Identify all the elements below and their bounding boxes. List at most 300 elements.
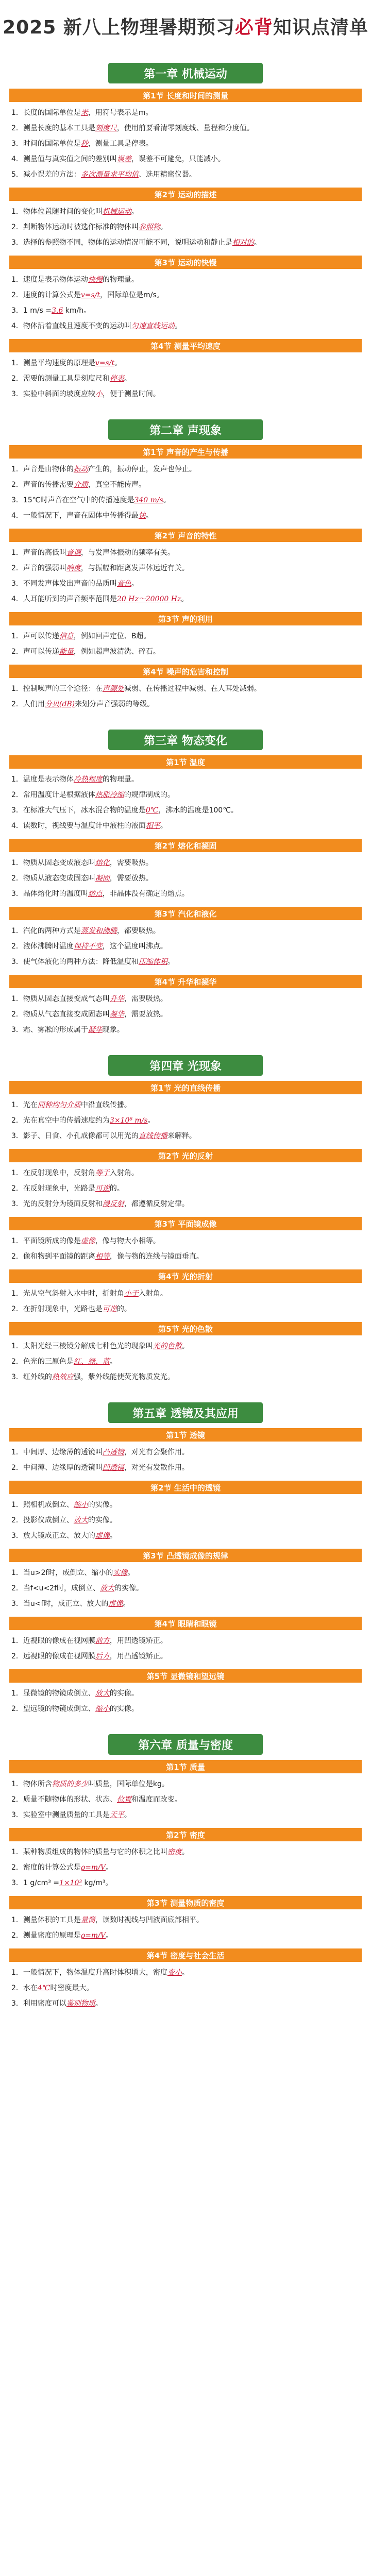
- list-item: [11, 204, 360, 219]
- item-answer: 米: [80, 109, 88, 117]
- list-item: [11, 219, 360, 235]
- item-tail: 的实像。: [88, 1516, 117, 1524]
- item-question: 2．声音的传播需要: [11, 481, 74, 489]
- item-tail: 中沿直线传播。: [80, 1101, 131, 1109]
- list-item: [11, 1165, 360, 1181]
- list-item: [11, 1301, 360, 1317]
- item-answer: 分贝(dB): [44, 700, 75, 708]
- item-tail: ，这个温度叫沸点。: [102, 942, 167, 951]
- section-heading: 第4节 升华和凝华: [9, 975, 362, 988]
- item-tail: 产生的，振动停止，发声也停止。: [88, 465, 196, 473]
- list-item: [11, 1776, 360, 1792]
- chapter-heading: 第五章 透镜及其应用: [108, 1402, 263, 1423]
- item-tail: ，与发声体振动的频率有关。: [80, 549, 175, 557]
- item-question: 3．霜、雾凇的形成属于: [11, 1026, 88, 1034]
- item-answer: 虚像: [95, 1532, 110, 1540]
- chapter-spacer: [0, 1385, 371, 1391]
- chapter-heading: 第六章 质量与密度: [108, 1734, 263, 1755]
- item-tail: km/h。: [63, 307, 91, 315]
- list-item: [11, 871, 360, 886]
- item-tail: 的规律制成的。: [124, 791, 175, 799]
- list-item: [11, 803, 360, 818]
- item-answer: 热胀冷缩: [95, 791, 124, 799]
- item-answer: 光的色散: [153, 1342, 182, 1350]
- item-tail: 的物理量。: [102, 276, 139, 284]
- item-tail: ，像与物的连线与镜面垂直。: [109, 1252, 204, 1261]
- item-tail: ，用凹透镜矫正。: [109, 1637, 167, 1645]
- item-question: 2．中间薄、边缘厚的透镜叫: [11, 1464, 103, 1472]
- item-tail: 。: [160, 223, 167, 231]
- section-heading: 第5节 显微镜和望远镜: [9, 1669, 362, 1683]
- item-answer: 声源处: [102, 685, 124, 693]
- item-question: 3．时间的国际单位是: [11, 140, 81, 148]
- item-tail: 。: [124, 1811, 131, 1819]
- item-question: 3．晶体熔化时的温度叫: [11, 890, 88, 898]
- item-tail: 。: [95, 1999, 103, 2008]
- section-heading: 第4节 光的折射: [9, 1269, 362, 1283]
- list-item: [11, 1338, 360, 1354]
- item-tail: ，例如超声波清洗、碎石。: [73, 648, 160, 656]
- item-tail: 的实像。: [88, 1501, 117, 1509]
- list-item: [11, 1633, 360, 1649]
- list-item: [11, 1007, 360, 1022]
- item-answer: 可逆: [102, 1305, 117, 1313]
- list-item: [11, 1128, 360, 1144]
- item-tail: 的实像。: [109, 1705, 139, 1713]
- list-item: [11, 1528, 360, 1544]
- item-tail: 。: [254, 239, 261, 247]
- list-item: [11, 477, 360, 493]
- item-question: 1．物质从固态直接变成气态叫: [11, 995, 110, 1003]
- item-question: 3．不同发声体发出声音的品质叫: [11, 580, 117, 588]
- section-heading: 第1节 声音的产生与传播: [9, 445, 362, 459]
- item-answer: 相对的: [232, 239, 254, 247]
- item-tail: 的。: [109, 1184, 124, 1193]
- item-answer: 冷热程度: [73, 775, 103, 784]
- item-tail: ，需要吸热。: [124, 995, 167, 1003]
- item-question: 1．光从空气斜射入水中时，折射角: [11, 1290, 124, 1298]
- item-question: 4．一般情况下，声音在固体中传播得最: [11, 512, 139, 520]
- list-item: [11, 991, 360, 1007]
- chapter-heading: 第三章 物态变化: [108, 730, 263, 750]
- item-answer: 物质的多少: [52, 1780, 88, 1788]
- section-heading: 第2节 熔化和凝固: [9, 839, 362, 852]
- item-question: 1．测量平均速度的原理是: [11, 359, 95, 367]
- list-item: [11, 371, 360, 386]
- list-item: [11, 355, 360, 371]
- item-question: 4．人耳能听到的声音频率范围是: [11, 595, 117, 603]
- section-heading: 第4节 测量平均速度: [9, 339, 362, 352]
- item-answer: 熔化: [95, 859, 110, 867]
- item-tail: ，例如回声定位、B超。: [73, 632, 151, 640]
- item-answer: 可逆: [95, 1184, 110, 1193]
- item-answer: 340 m/s: [134, 496, 163, 504]
- list-item: [11, 1860, 360, 1875]
- item-tail: ，对光有会聚作用。: [124, 1448, 189, 1456]
- item-tail: 现象。: [102, 1026, 124, 1034]
- item-question: 3．在标准大气压下，冰水混合物的温度是: [11, 806, 146, 815]
- list-item: [11, 1369, 360, 1385]
- item-question: 1．光在: [11, 1101, 38, 1109]
- item-tail: 。: [109, 1358, 117, 1366]
- title-area: [0, 0, 371, 52]
- item-answer: 后方: [95, 1652, 110, 1660]
- item-question: 1．近视眼的像成在视网膜: [11, 1637, 95, 1645]
- item-question: 1．声音是由物体的: [11, 465, 74, 473]
- list-item: [11, 1980, 360, 1996]
- list-item: [11, 818, 360, 834]
- item-question: 2．像和物到平面镜的距离: [11, 1252, 95, 1261]
- list-item: [11, 318, 360, 334]
- list-item: [11, 576, 360, 591]
- item-question: 2．物质从气态直接变成固态叫: [11, 1010, 110, 1019]
- item-tail: 的实像。: [114, 1584, 144, 1592]
- item-question: 2．常用温度计是根据液体: [11, 791, 95, 799]
- item-answer: 保持不变: [73, 942, 103, 951]
- section-heading: 第1节 透镜: [9, 1428, 362, 1442]
- list-item: [11, 886, 360, 902]
- item-question: 1．温度是表示物体: [11, 775, 74, 784]
- list-item: [11, 855, 360, 871]
- item-answer: 刻度尺: [95, 124, 117, 132]
- chapter-spacer: [0, 402, 371, 408]
- list-item: [11, 493, 360, 508]
- item-question: 2．光在真空中的传播速度约为: [11, 1116, 110, 1125]
- item-tail: 。: [114, 359, 122, 367]
- list-item: [11, 1513, 360, 1528]
- item-question: 3．使气体液化的两种方法：降低温度和: [11, 958, 139, 966]
- chapter-spacer: [0, 712, 371, 718]
- item-answer: 前方: [95, 1637, 110, 1645]
- item-question: 3．实验中斜面的坡度应较: [11, 390, 95, 398]
- item-tail: ，用凸透镜矫正。: [109, 1652, 167, 1660]
- list-item: [11, 1249, 360, 1264]
- item-question: 3．15℃时声音在空气中的传播速度是: [11, 496, 134, 504]
- item-answer: 放大: [73, 1516, 88, 1524]
- list-item: [11, 1581, 360, 1596]
- item-question: 4．读数时，视线要与温度计中液柱的液面: [11, 822, 146, 830]
- item-answer: 3.6: [52, 307, 63, 315]
- section-heading: 第3节 汽化和液化: [9, 907, 362, 920]
- item-answer: 升华: [109, 995, 124, 1003]
- item-tail: 时密度最大。: [50, 1984, 94, 1992]
- item-answer: 放大: [100, 1584, 115, 1592]
- item-question: 2．望远镜的物镜成倒立、: [11, 1705, 95, 1713]
- item-question: 1．太阳光经三棱镜分解成七种色光的现象叫: [11, 1342, 153, 1350]
- item-tail: ，沸水的温度是100℃。: [158, 806, 238, 815]
- list-item: [11, 923, 360, 939]
- item-question: 1．某种物质组成的物体的质量与它的体积之比叫: [11, 1848, 167, 1856]
- list-item: [11, 1875, 360, 1891]
- item-answer: 密度: [167, 1848, 182, 1856]
- item-answer: 漫反射: [102, 1200, 124, 1208]
- item-question: 2．在反射现象中，光路是: [11, 1184, 95, 1193]
- chapter-spacer: [0, 2011, 371, 2018]
- section-heading: 第3节 凸透镜成像的规律: [9, 1549, 362, 1562]
- item-answer: 缩小: [95, 1705, 110, 1713]
- item-question: 2．需要的测量工具是刻度尺和: [11, 375, 110, 383]
- item-question: 3．1 m/s =: [11, 307, 52, 315]
- chapter-heading: 第一章 机械运动: [108, 63, 263, 83]
- title-highlight: 必背: [234, 16, 273, 38]
- list-item: [11, 235, 360, 250]
- list-item: [11, 1196, 360, 1212]
- item-answer: 3×10⁸ m/s: [109, 1116, 148, 1125]
- list-item: [11, 1286, 360, 1301]
- item-answer: 快: [138, 512, 146, 520]
- item-answer: 凸透镜: [102, 1448, 124, 1456]
- item-answer: 20 Hz～20000 Hz: [116, 595, 181, 603]
- list-item: [11, 697, 360, 712]
- item-tail: ，与振幅和距离发声体远近有关。: [80, 564, 189, 572]
- item-tail: 。: [106, 1863, 113, 1872]
- item-tail: 。: [167, 958, 175, 966]
- item-answer: 响度: [66, 564, 81, 572]
- list-item: [11, 1701, 360, 1717]
- item-tail: ，使用前要看清零刻度线、量程和分度值。: [116, 124, 254, 132]
- list-item: [11, 508, 360, 523]
- item-answer: 量筒: [80, 1916, 95, 1924]
- item-question: 2．判断物体运动时被选作标准的物体叫: [11, 223, 139, 231]
- content: [0, 63, 371, 2018]
- item-answer: 参照物: [138, 223, 160, 231]
- item-answer: ρ=m/V: [80, 1863, 106, 1872]
- list-item: [11, 644, 360, 659]
- list-item: [11, 787, 360, 803]
- chapter-heading: 第二章 声现象: [108, 419, 263, 440]
- item-tail: 的实像。: [109, 1689, 139, 1698]
- item-tail: ，测量工具是停表。: [88, 140, 153, 148]
- list-item: [11, 1928, 360, 1943]
- item-answer: 凝华: [109, 1010, 124, 1019]
- section-heading: 第5节 光的色散: [9, 1322, 362, 1335]
- item-answer: 能量: [59, 648, 74, 656]
- list-item: [11, 1497, 360, 1513]
- chapter-spacer: [0, 1717, 371, 1723]
- list-item: [11, 287, 360, 303]
- section-heading: 第4节 眼睛和眼镜: [9, 1617, 362, 1630]
- item-tail: ，非晶体没有确定的熔点。: [102, 890, 189, 898]
- item-question: 1．测量体积的工具是: [11, 1916, 81, 1924]
- section-heading: 第1节 光的直线传播: [9, 1081, 362, 1094]
- list-item: [11, 591, 360, 607]
- item-answer: 机械运动: [102, 208, 131, 216]
- item-answer: 同种均匀介质: [37, 1101, 81, 1109]
- item-tail: 强，紫外线能使荧光物质发光。: [73, 1373, 175, 1381]
- item-tail: 的。: [116, 1305, 131, 1313]
- item-question: 2．投影仪成倒立、: [11, 1516, 74, 1524]
- list-item: [11, 1686, 360, 1701]
- item-tail: 来划分声音强弱的等级。: [75, 700, 155, 708]
- item-tail: ，都要吸热。: [116, 927, 160, 935]
- item-answer: 多次测量求平均值: [80, 171, 139, 179]
- item-answer: 虚像: [80, 1237, 95, 1245]
- section-heading: 第3节 声的利用: [9, 612, 362, 625]
- item-tail: 入射角。: [109, 1169, 139, 1177]
- item-tail: ，误差不可避免，只能减小。: [131, 155, 225, 163]
- item-tail: 减弱、在传播过程中减弱、在人耳处减弱。: [124, 685, 261, 693]
- item-answer: 音调: [66, 549, 81, 557]
- item-question: 2．水在: [11, 1984, 38, 1992]
- item-tail: ，需要放热。: [109, 874, 153, 883]
- item-tail: kg/m³。: [82, 1879, 113, 1887]
- list-item: [11, 167, 360, 182]
- list-item: [11, 1596, 360, 1612]
- list-item: [11, 1807, 360, 1823]
- section-heading: 第3节 平面镜成像: [9, 1217, 362, 1230]
- item-question: 2．速度的计算公式是: [11, 291, 81, 299]
- list-item: [11, 1022, 360, 1038]
- item-answer: v=s/t: [80, 291, 100, 299]
- item-question: 3．红外线的: [11, 1373, 52, 1381]
- list-item: [11, 1233, 360, 1249]
- list-item: [11, 121, 360, 136]
- item-question: 1．当u>2f时，成倒立、缩小的: [11, 1569, 113, 1577]
- item-question: 1．显微镜的物镜成倒立、: [11, 1689, 95, 1698]
- chapter-spacer: [0, 1038, 371, 1044]
- item-tail: 。: [109, 1532, 117, 1540]
- item-answer: 匀速直线运动: [131, 322, 175, 330]
- item-question: 1．声可以传递: [11, 632, 59, 640]
- item-answer: 振动: [73, 465, 88, 473]
- item-answer: 秒: [80, 140, 88, 148]
- item-tail: 。: [106, 1931, 113, 1940]
- list-item: [11, 151, 360, 167]
- item-tail: ，用符号表示是m。: [88, 109, 153, 117]
- item-question: 1．一般情况下，物体温度升高时体积增大，密度: [11, 1969, 167, 1977]
- item-answer: 0℃: [145, 806, 159, 815]
- list-item: [11, 939, 360, 954]
- item-tail: ，像与物大小相等。: [95, 1237, 160, 1245]
- list-item: [11, 272, 360, 287]
- item-tail: 。: [181, 1969, 189, 1977]
- item-question: 1．控制噪声的三个途径：在: [11, 685, 103, 693]
- item-answer: 天平: [109, 1811, 124, 1819]
- list-item: [11, 1445, 360, 1460]
- section-heading: 第3节 运动的快慢: [9, 256, 362, 269]
- section-heading: 第3节 测量物质的密度: [9, 1896, 362, 1909]
- item-question: 2．人们用: [11, 700, 45, 708]
- list-item: [11, 136, 360, 151]
- item-tail: 。: [131, 580, 139, 588]
- item-tail: 。: [181, 1848, 189, 1856]
- item-question: 3．当u<f时，成正立、放大的: [11, 1600, 109, 1608]
- list-item: [11, 386, 360, 402]
- item-question: 3．光的反射分为镜面反射和: [11, 1200, 103, 1208]
- item-question: 2．质量不随物体的形状、状态、: [11, 1795, 117, 1804]
- list-item: [11, 1565, 360, 1581]
- item-question: 2．色光的三原色是: [11, 1358, 74, 1366]
- section-heading: 第2节 密度: [9, 1828, 362, 1841]
- item-tail: 、选用精密仪器。: [138, 171, 196, 179]
- section-heading: 第2节 光的反射: [9, 1149, 362, 1162]
- item-answer: 小于: [124, 1290, 139, 1298]
- item-question: 1．声音的高低叫: [11, 549, 66, 557]
- list-item: [11, 1844, 360, 1860]
- item-question: 1．物质从固态变成液态叫: [11, 859, 95, 867]
- item-question: 1．照相机成倒立、: [11, 1501, 74, 1509]
- item-tail: 入射角。: [138, 1290, 167, 1298]
- list-item: [11, 1181, 360, 1196]
- item-question: 2．声可以传递: [11, 648, 59, 656]
- item-question: 2．液体沸腾时温度: [11, 942, 74, 951]
- item-question: 2．测量密度的原理是: [11, 1931, 81, 1940]
- item-answer: 音色: [116, 580, 131, 588]
- item-answer: 变小: [167, 1969, 182, 1977]
- title-part: 2025 新八上物理暑期预习: [3, 16, 235, 38]
- section-heading: 第2节 声音的特性: [9, 529, 362, 542]
- item-tail: 。: [163, 496, 171, 504]
- section-heading: 第1节 质量: [9, 1760, 362, 1773]
- item-answer: 1×10³: [59, 1879, 82, 1887]
- item-question: 3．利用密度可以: [11, 1999, 66, 2008]
- item-question: 1．中间厚、边缘薄的透镜叫: [11, 1448, 103, 1456]
- item-question: 3．实验室中测量质量的工具是: [11, 1811, 110, 1819]
- item-answer: 位置: [116, 1795, 131, 1804]
- item-tail: 。: [174, 322, 182, 330]
- section-heading: 第2节 运动的描述: [9, 188, 362, 201]
- item-question: 1．速度是表示物体运动: [11, 276, 88, 284]
- item-question: 2．远视眼的像成在视网膜: [11, 1652, 95, 1660]
- list-item: [11, 1354, 360, 1369]
- list-item: [11, 772, 360, 787]
- item-answer: 热效应: [52, 1373, 74, 1381]
- list-item: [11, 303, 360, 318]
- item-tail: ，都遵循反射定律。: [124, 1200, 189, 1208]
- item-tail: 。: [123, 1600, 130, 1608]
- item-question: 4．测量值与真实值之间的差别叫: [11, 155, 117, 163]
- title-part: 知识点清单: [273, 16, 368, 38]
- list-item: [11, 105, 360, 121]
- item-tail: ，国际单位是m/s。: [100, 291, 164, 299]
- item-answer: 实像: [113, 1569, 128, 1577]
- item-tail: 和温度而改变。: [131, 1795, 182, 1804]
- item-tail: 。: [131, 208, 139, 216]
- item-answer: 凝华: [88, 1026, 103, 1034]
- item-tail: ，需要吸热。: [109, 859, 153, 867]
- item-question: 3．影子、日食、小孔成像都可以用光的: [11, 1132, 139, 1140]
- item-question: 3．选择的参照物不同，物体的运动情况可能不同，说明运动和静止是: [11, 239, 232, 247]
- item-question: 1．物体所含: [11, 1780, 52, 1788]
- item-answer: 凝固: [95, 874, 110, 883]
- item-question: 3．放大镜成正立、放大的: [11, 1532, 95, 1540]
- item-tail: 。: [145, 512, 153, 520]
- page-title: [3, 13, 368, 39]
- section-heading: 第4节 密度与社会生活: [9, 1948, 362, 1962]
- list-item: [11, 561, 360, 576]
- section-heading: 第2节 生活中的透镜: [9, 1481, 362, 1494]
- item-tail: 。: [181, 595, 189, 603]
- item-answer: 虚像: [108, 1600, 123, 1608]
- item-question: 1．平面镜所成的像是: [11, 1237, 81, 1245]
- item-tail: 叫质量，国际单位是kg。: [88, 1780, 169, 1788]
- item-answer: 凹透镜: [102, 1464, 124, 1472]
- item-question: 4．物体沿着直线且速度不变的运动叫: [11, 322, 131, 330]
- section-heading: 第4节 噪声的危害和控制: [9, 665, 362, 678]
- list-item: [11, 1996, 360, 2011]
- item-answer: 快慢: [88, 276, 103, 284]
- list-item: [11, 1113, 360, 1128]
- item-tail: 的物理量。: [102, 775, 139, 784]
- item-answer: 蒸发和沸腾: [80, 927, 117, 935]
- item-question: 1．物体位置随时间的变化叫: [11, 208, 103, 216]
- list-item: [11, 1965, 360, 1980]
- item-answer: 压缩体积: [138, 958, 167, 966]
- item-question: 2．在折射现象中，光路也是: [11, 1305, 103, 1313]
- list-item: [11, 462, 360, 477]
- list-item: [11, 1649, 360, 1664]
- list-item: [11, 545, 360, 561]
